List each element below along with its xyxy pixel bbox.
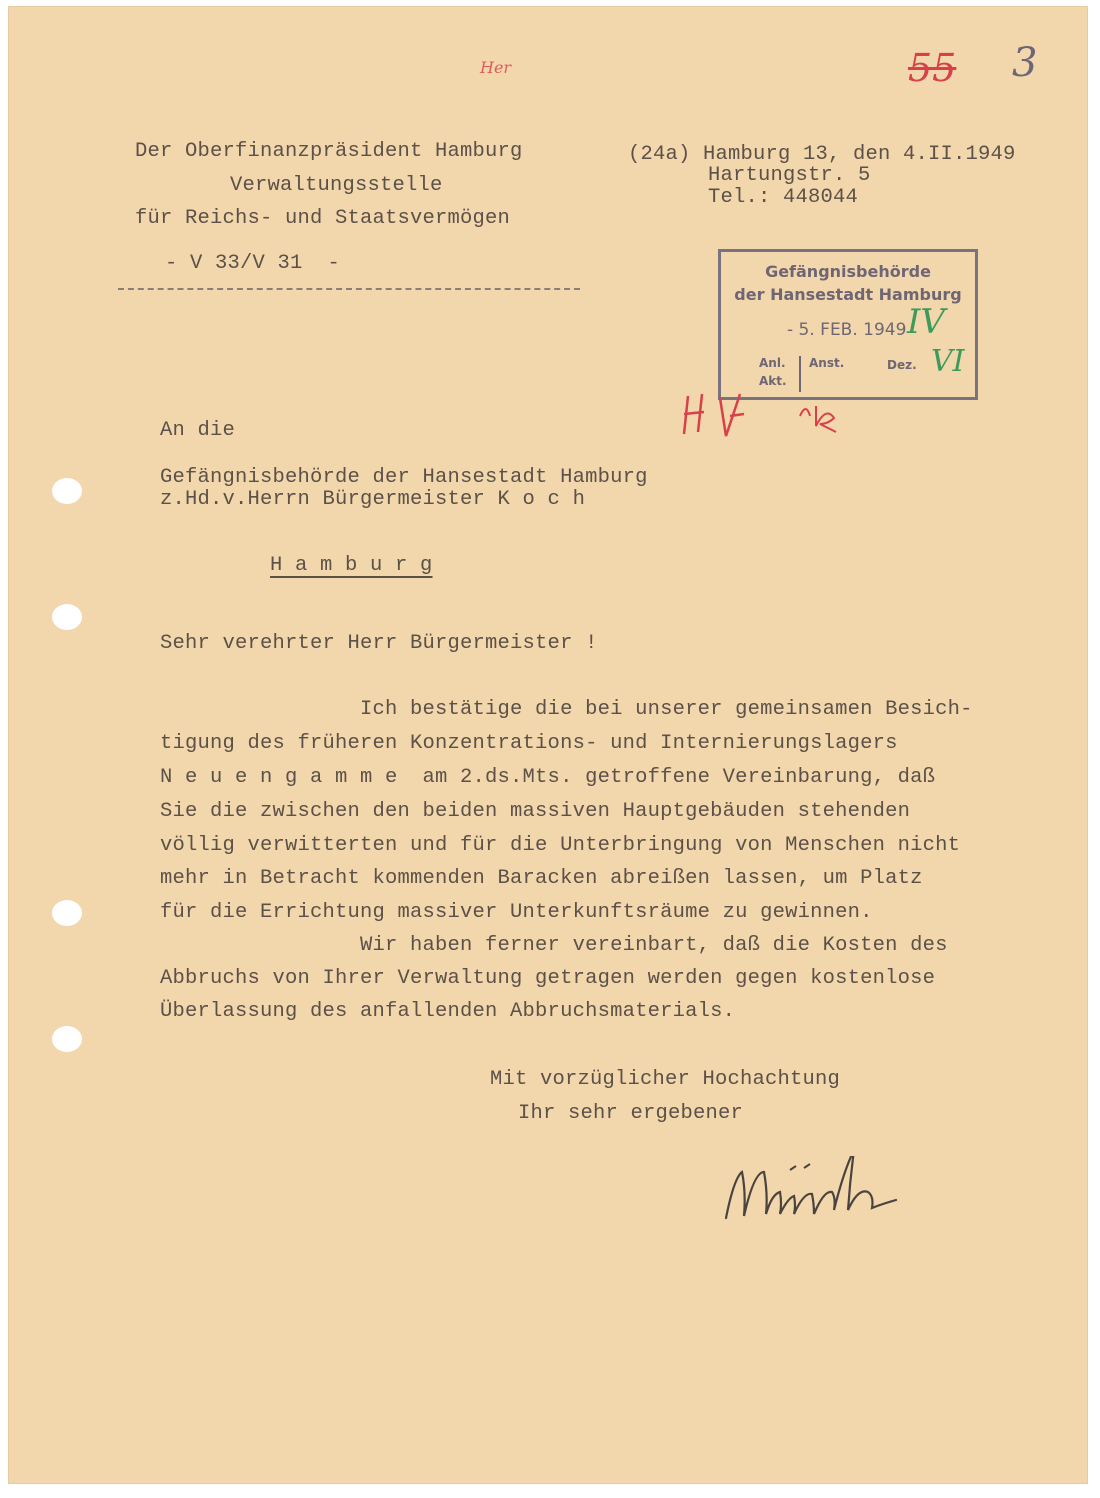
body-line: für die Errichtung massiver Unterkunftsräume zu gewinnen. bbox=[160, 901, 873, 924]
body-line: Abbruchs von Ihrer Verwaltung getragen werden gegen kostenlose bbox=[160, 967, 936, 990]
punch-hole bbox=[52, 604, 82, 630]
body-line: völlig verwitterten und für die Unterbringung von Menschen nicht bbox=[160, 834, 961, 857]
red-note: Her bbox=[480, 58, 512, 77]
closing-line-1: Mit vorzüglicher Hochachtung bbox=[490, 1068, 841, 1091]
recipient-an-die: An die bbox=[160, 419, 236, 442]
body-line: Wir haben ferner vereinbart, daß die Kosten des bbox=[160, 934, 948, 957]
body-line: Sie die zwischen den beiden massiven Hauptgebäuden stehenden bbox=[160, 800, 911, 823]
stamp-anst: Anst. bbox=[809, 356, 845, 370]
received-stamp bbox=[718, 249, 978, 400]
recipient-line-2: z.Hd.v.Herrn Bürgermeister K o c h bbox=[160, 488, 586, 511]
body-line: Überlassung des anfallenden Abbruchsmaterials. bbox=[160, 1000, 736, 1023]
punch-hole bbox=[52, 478, 82, 504]
sender-line-3: für Reichs- und Staatsvermögen bbox=[135, 207, 511, 230]
reference-number: - V 33/V 31 - bbox=[165, 252, 341, 275]
recipient-city: H a m b u r g bbox=[270, 554, 433, 577]
letter-page bbox=[8, 6, 1088, 1484]
closing-line-2: Ihr sehr ergebener bbox=[518, 1102, 744, 1125]
recipient-line-1: Gefängnisbehörde der Hansestadt Hamburg bbox=[160, 466, 648, 489]
body-line: Ich bestätige die bei unserer gemeinsamen Besich- bbox=[160, 698, 973, 721]
address-street: Hartungstr. 5 bbox=[708, 164, 871, 187]
stamp-line-1: Gefängnisbehörde bbox=[765, 262, 931, 281]
punch-hole bbox=[52, 900, 82, 926]
body-line: tigung des früheren Konzentrations- und Internierungslagers bbox=[160, 732, 898, 755]
red-handwritten-initials bbox=[680, 386, 860, 446]
body-line: mehr in Betracht kommenden Baracken abreißen lassen, um Platz bbox=[160, 867, 923, 890]
address-date-line: (24a) Hamburg 13, den 4.II.1949 bbox=[628, 143, 1016, 166]
handwritten-signature bbox=[720, 1156, 970, 1236]
sender-line-2: Verwaltungsstelle bbox=[230, 174, 443, 197]
folio-number: 3 bbox=[1012, 40, 1038, 86]
stamp-date: - 5. FEB. 1949 bbox=[787, 320, 907, 340]
green-mark-1: IV bbox=[907, 302, 945, 342]
folio-struck-number: 55 bbox=[908, 46, 957, 90]
stamp-line-2: der Hansestadt Hamburg bbox=[734, 285, 962, 304]
address-phone: Tel.: 448044 bbox=[708, 186, 859, 209]
punch-hole bbox=[52, 1026, 82, 1052]
stamp-akt: Akt. bbox=[759, 374, 787, 388]
stamp-anl: Anl. bbox=[759, 356, 786, 370]
stamp-dez: Dez. bbox=[887, 358, 917, 372]
body-line: N e u e n g a m m e am 2.ds.Mts. getroffene Vereinbarung, daß bbox=[160, 766, 936, 789]
sender-line-1: Der Oberfinanzpräsident Hamburg bbox=[135, 140, 523, 163]
green-mark-2: VI bbox=[931, 344, 965, 379]
divider bbox=[118, 288, 580, 290]
salutation: Sehr verehrter Herr Bürgermeister ! bbox=[160, 632, 598, 655]
